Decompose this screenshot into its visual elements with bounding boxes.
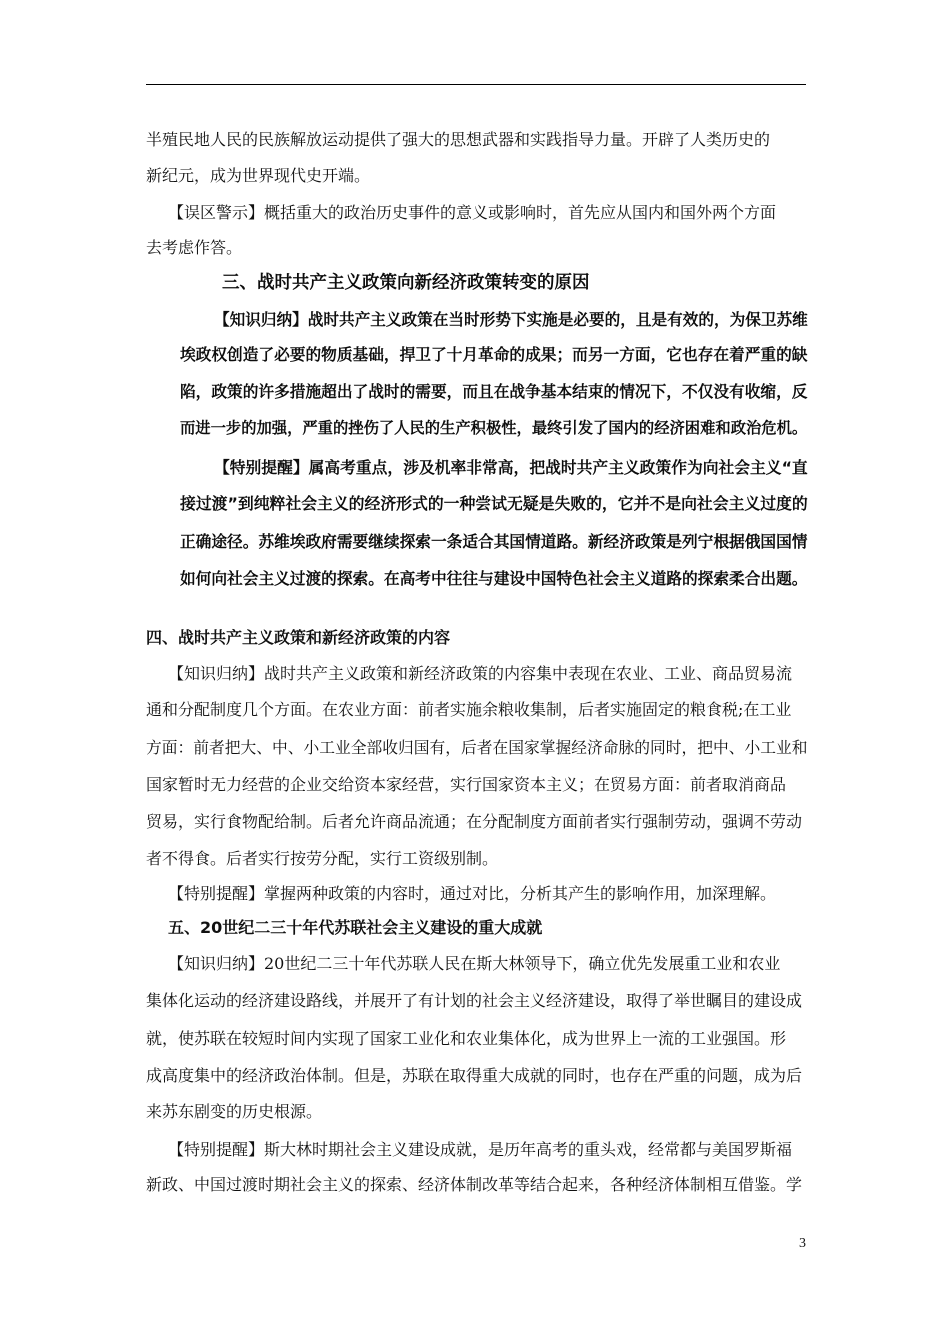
paragraph-line: 新纪元，成为世界现代史开端。 <box>146 166 371 185</box>
section3-tip-line: 接过渡”到纯粹社会主义的经济形式的一种尝试无疑是失败的，它并不是向社会主义过度的 <box>180 494 808 513</box>
section5-tip-line: 新政、中国过渡时期社会主义的探索、经济体制改革等结合起来，各种经济体制相互借鉴。学 <box>146 1175 803 1194</box>
section5-knowledge-line: 【知识归纳】20世纪二三十年代苏联人民在斯大林领导下，确立优先发展重工业和农业 <box>168 954 781 973</box>
section3-tip-line: 【特别提醒】属高考重点，涉及机率非常高，把战时共产主义政策作为向社会主义“直 <box>214 458 808 477</box>
section3-knowledge-line: 【知识归纳】战时共产主义政策在当时形势下实施是必要的，且是有效的，为保卫苏维 <box>214 310 808 329</box>
section3-knowledge-line: 陷，政策的许多措施超出了战时的需要，而且在战争基本结束的情况下，不仅没有收缩，反 <box>180 382 808 401</box>
misconception-line: 【误区警示】概括重大的政治历史事件的意义或影响时，首先应从国内和国外两个方面 <box>168 203 777 222</box>
paragraph-line: 半殖民地人民的民族解放运动提供了强大的思想武器和实践指导力量。开辟了人类历史的 <box>146 130 771 149</box>
section3-heading: 三、战时共产主义政策向新经济政策转变的原因 <box>222 273 590 293</box>
section5-knowledge-line: 来苏东剧变的历史根源。 <box>146 1102 323 1121</box>
section3-knowledge-line: 而进一步的加强，严重的挫伤了人民的生产积极性，最终引发了国内的经济困难和政治危机。 <box>180 419 808 437</box>
section5-heading: 五、20世纪二三十年代苏联社会主义建设的重大成就 <box>168 918 543 937</box>
section3-tip-line: 如何向社会主义过渡的探索。在高考中往往与建设中国特色社会主义道路的探索柔合出题。 <box>180 569 808 588</box>
page-number: 3 <box>799 1236 806 1251</box>
section3-knowledge-line: 埃政权创造了必要的物质基础，捍卫了十月革命的成果；而另一方面，它也存在着严重的缺 <box>180 345 808 364</box>
section4-knowledge-line: 通和分配制度几个方面。在农业方面：前者实施余粮收集制，后者实施固定的粮食税;在工业 <box>146 700 792 719</box>
section5-knowledge-line: 就，使苏联在较短时间内实现了国家工业化和农业集体化，成为世界上一流的工业强国。形 <box>146 1029 787 1048</box>
section5-tip-line: 【特别提醒】斯大林时期社会主义建设成就，是历年高考的重头戏，经常都与美国罗斯福 <box>168 1140 793 1159</box>
section4-knowledge-line: 国家暂时无力经营的企业交给资本家经营，实行国家资本主义；在贸易方面：前者取消商品 <box>146 775 787 794</box>
misconception-line: 去考虑作答。 <box>146 238 243 257</box>
section4-heading: 四、战时共产主义政策和新经济政策的内容 <box>146 628 451 647</box>
section3-tip-line: 正确途径。苏维埃政府需要继续探索一条适合其国情道路。新经济政策是列宁根据俄国国情 <box>180 532 808 551</box>
section5-knowledge-line: 成高度集中的经济政治体制。但是，苏联在取得重大成就的同时，也存在严重的问题，成为后 <box>146 1066 803 1085</box>
section4-knowledge-line: 【知识归纳】战时共产主义政策和新经济政策的内容集中表现在农业、工业、商品贸易流 <box>168 664 793 683</box>
section4-knowledge-line: 贸易，实行食物配给制。后者允许商品流通；在分配制度方面前者实行强制劳动，强调不劳动 <box>146 812 803 831</box>
section4-knowledge-line: 者不得食。后者实行按劳分配，实行工资级别制。 <box>146 849 499 868</box>
section4-knowledge-line: 方面：前者把大、中、小工业全部收归国有，后者在国家掌握经济命脉的同时，把中、小工业和 <box>146 738 808 757</box>
section5-knowledge-line: 集体化运动的经济建设路线，并展开了有计划的社会主义经济建设，取得了举世瞩目的建设成 <box>146 991 803 1010</box>
section4-tip-line: 【特别提醒】掌握两种政策的内容时，通过对比，分析其产生的影响作用，加深理解。 <box>168 884 777 903</box>
header-rule <box>146 84 806 85</box>
